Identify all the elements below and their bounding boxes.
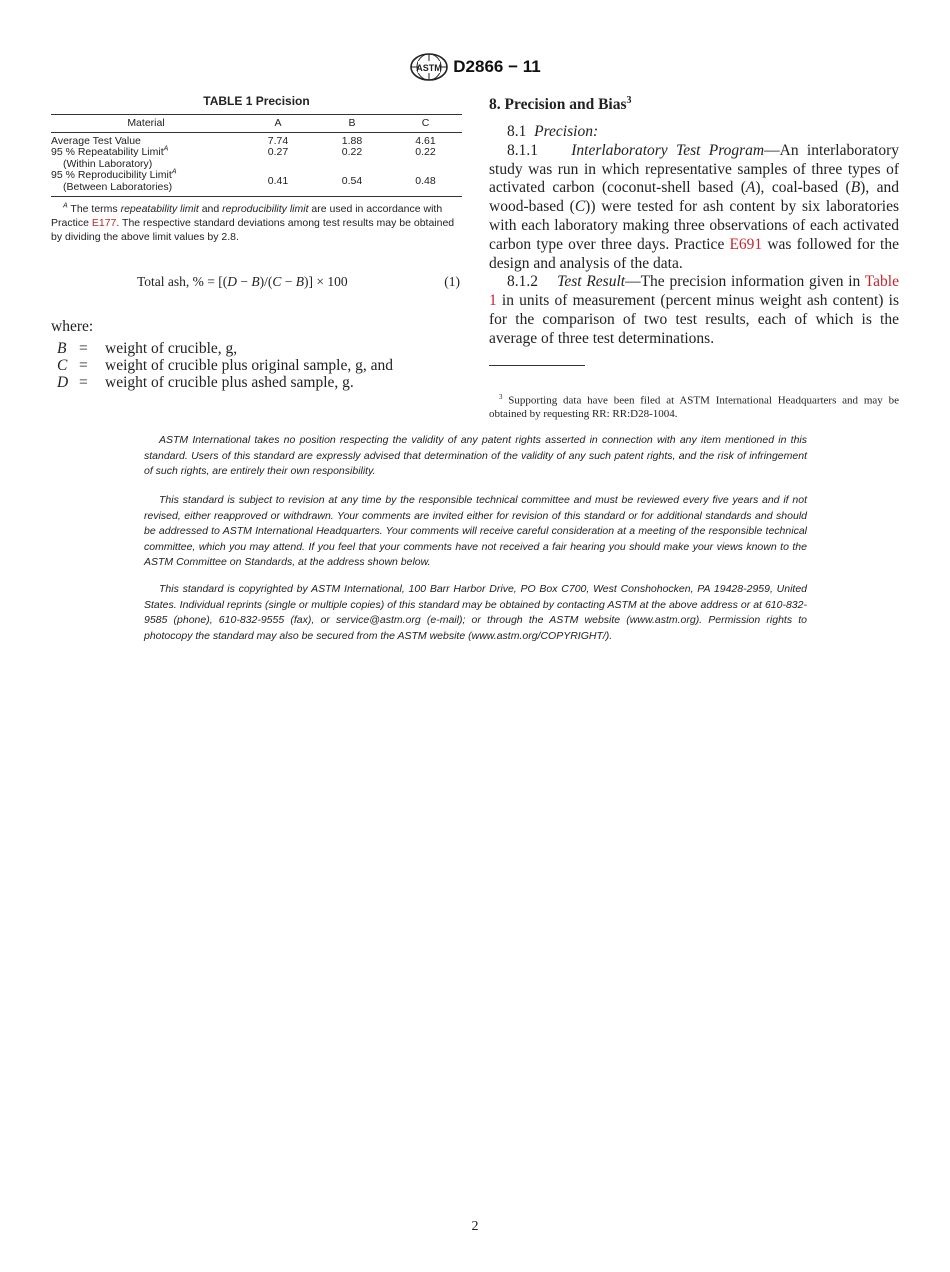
paragraph-title: Test Result [557, 273, 626, 291]
paragraph-title: Precision: [534, 122, 599, 140]
equation-var: C [272, 274, 282, 289]
footnote-text: are used in accordance with Practice [51, 203, 443, 229]
cell-b: 1.88 [341, 134, 363, 147]
paragraph-title: Interlaboratory Test Program [571, 141, 765, 159]
footnote-text: The terms [67, 203, 121, 215]
definition-equals: = [79, 357, 88, 374]
definition-symbol: C [57, 357, 68, 374]
col-header-b: B [315, 115, 389, 133]
paragraph-text: —The precision information given in [625, 273, 865, 291]
paragraph-text: ), coal-based ( [755, 179, 851, 197]
footnote-text: . The respective standard deviations among test results may be obtained by dividing the above limit values by 2.8. [51, 217, 455, 243]
equation-part: − [237, 274, 252, 289]
paragraph-var: B [850, 179, 861, 197]
footnote-divider [489, 365, 585, 366]
paragraph-text: ), and wood-based ( [489, 179, 899, 216]
document-designation: D2866 − 11 [453, 57, 541, 76]
equation-body [137, 274, 348, 290]
definitions-list [51, 340, 462, 391]
cell-a: 0.27 [267, 146, 289, 158]
paragraph-var: C [574, 198, 586, 216]
equation-part: )/( [259, 274, 273, 289]
equation-var: B [295, 274, 305, 289]
table-row [51, 132, 462, 147]
equation-part: [( [218, 274, 228, 289]
cell-a: 0.41 [267, 174, 289, 187]
cell-b: 0.22 [341, 146, 363, 158]
footnote-3 [489, 390, 899, 422]
footnote-marker: A [163, 145, 169, 153]
paragraph-8-1 [489, 123, 899, 142]
precision-table [51, 114, 462, 197]
definition-equals: = [79, 340, 88, 357]
table-row [51, 147, 462, 170]
section-heading [489, 92, 899, 115]
row-label [51, 170, 241, 197]
paragraph-text: was followed for the design and analysis of the data. [489, 235, 899, 272]
page-header [0, 52, 950, 82]
footnote-text: Supporting data have been filed at ASTM International Headquarters and may be obtained by requesting RR: RR:D28-1004. [489, 394, 899, 421]
definition-item [51, 374, 462, 391]
equation-lhs: Total ash, % = [137, 274, 219, 289]
col-header-a: A [241, 115, 315, 133]
equation-part: − [281, 274, 296, 289]
definition-text: weight of crucible plus ashed sample, g. [105, 374, 354, 391]
paragraph-number: 8.1.2 [507, 273, 538, 291]
definition-item [51, 340, 462, 357]
definition-text: weight of crucible plus original sample, g, and [105, 357, 393, 374]
col-header-material: Material [51, 115, 241, 133]
equation-1 [51, 274, 462, 294]
footnote-text: and [198, 203, 223, 215]
table-row [51, 170, 462, 197]
link-table-1[interactable]: Table 1 [489, 273, 899, 310]
footnote-marker: A [63, 202, 68, 210]
definition-text: weight of crucible, g, [105, 340, 238, 357]
equation-part: )] [304, 274, 314, 289]
right-column [489, 92, 899, 432]
cell-a: 7.74 [267, 134, 289, 147]
row-sublabel: (Within Laboratory) [63, 157, 153, 170]
definition-symbol: B [57, 340, 67, 357]
definition-equals: = [79, 374, 88, 391]
astm-logo-icon [409, 52, 449, 82]
section-heading-text: 8. Precision and Bias [489, 96, 627, 114]
row-sublabel: (Between Laboratories) [63, 180, 173, 193]
left-column [51, 94, 462, 391]
footnote-marker: 3 [626, 95, 632, 106]
cell-c: 4.61 [415, 134, 436, 147]
row-label-text: 95 % Repeatability Limit [51, 146, 164, 158]
where-label: where: [51, 318, 94, 335]
row-label-text: Average Test Value [51, 134, 141, 147]
equation-part: × 100 [313, 274, 348, 289]
footnote-term: reproducibility limit [222, 203, 309, 215]
paragraph-text: —An interlaboratory study was run in which representative samples of three types of activated carbon (coconut-shell based ( [489, 141, 899, 197]
equation-var: B [251, 274, 260, 289]
cell-c: 0.48 [415, 174, 436, 187]
svg-text:ASTM: ASTM [416, 63, 443, 73]
footnote-term: repeatability limit [120, 203, 199, 215]
copyright-notice: This standard is copyrighted by ASTM International, 100 Barr Harbor Drive, PO Box C700, West Conshohocken, PA 19428-2959, United States. Individual reprints (single or multiple copies) of this standard may be obtained by contacting ASTM at the above address or at 610-832-9585 (phone), 610-832-9555 (fax), or service@astm.org (e-mail); or through the ASTM website (www.astm.org). Permission rights to photocopy the standard may also be secured from the ASTM website (www.astm.org/COPYRIGHT/). [144, 583, 807, 642]
table-header-row [51, 115, 462, 133]
definition-symbol: D [57, 374, 69, 391]
equation-number: (1) [444, 274, 460, 289]
cell-b: 0.54 [341, 174, 363, 187]
link-e691[interactable]: E691 [729, 235, 763, 253]
table-footnote [51, 202, 462, 244]
paragraph-number: 8.1.1 [507, 141, 538, 159]
page-number: 2 [471, 1219, 479, 1234]
row-label [51, 132, 241, 147]
col-header-c: C [389, 115, 462, 133]
revision-notice: This standard is subject to revision at any time by the responsible technical committee and must be reviewed every five years and if not revised, either reapproved or withdrawn. Your comments are invited either for revision of this standard or for additional standards and should be addressed to ASTM International Headquarters. Your comments will receive careful consideration at a meeting of the responsible technical committee, which you may attend. If you feel that your comments have not received a fair hearing you should make your views known to the ASTM Committee on Standards, at the address shown below. [144, 494, 807, 568]
table-title: TABLE 1 Precision [203, 94, 310, 108]
footnote-marker: 3 [499, 392, 503, 401]
definition-item [51, 357, 462, 374]
equation-var: D [227, 274, 238, 289]
row-label-text: 95 % Reproducibility Limit [51, 169, 172, 181]
paragraph-var: A [745, 179, 756, 197]
paragraph-text: )) were tested for ash content by six laboratories with each laboratory making three observations of each activated carbon type over three days. Practice [489, 198, 899, 253]
paragraph-8-1-1 [489, 142, 899, 274]
paragraph-8-1-2 [489, 273, 899, 348]
link-e177[interactable]: E177 [91, 217, 117, 229]
patent-notice: ASTM International takes no position respecting the validity of any patent rights asserted in connection with any item mentioned in this standard. Users of this standard are expressly advised that determination of the validity of any such patent rights, and the risk of infringement of such rights, are entirely their own responsibility. [144, 434, 807, 477]
paragraph-number: 8.1 [507, 122, 527, 140]
row-label [51, 147, 241, 170]
cell-c: 0.22 [415, 146, 436, 158]
footnote-marker: A [171, 168, 177, 176]
paragraph-text: in units of measurement (percent minus weight ash content) is for the comparison of two test results, each of which is the average of three test determinations. [489, 292, 899, 347]
